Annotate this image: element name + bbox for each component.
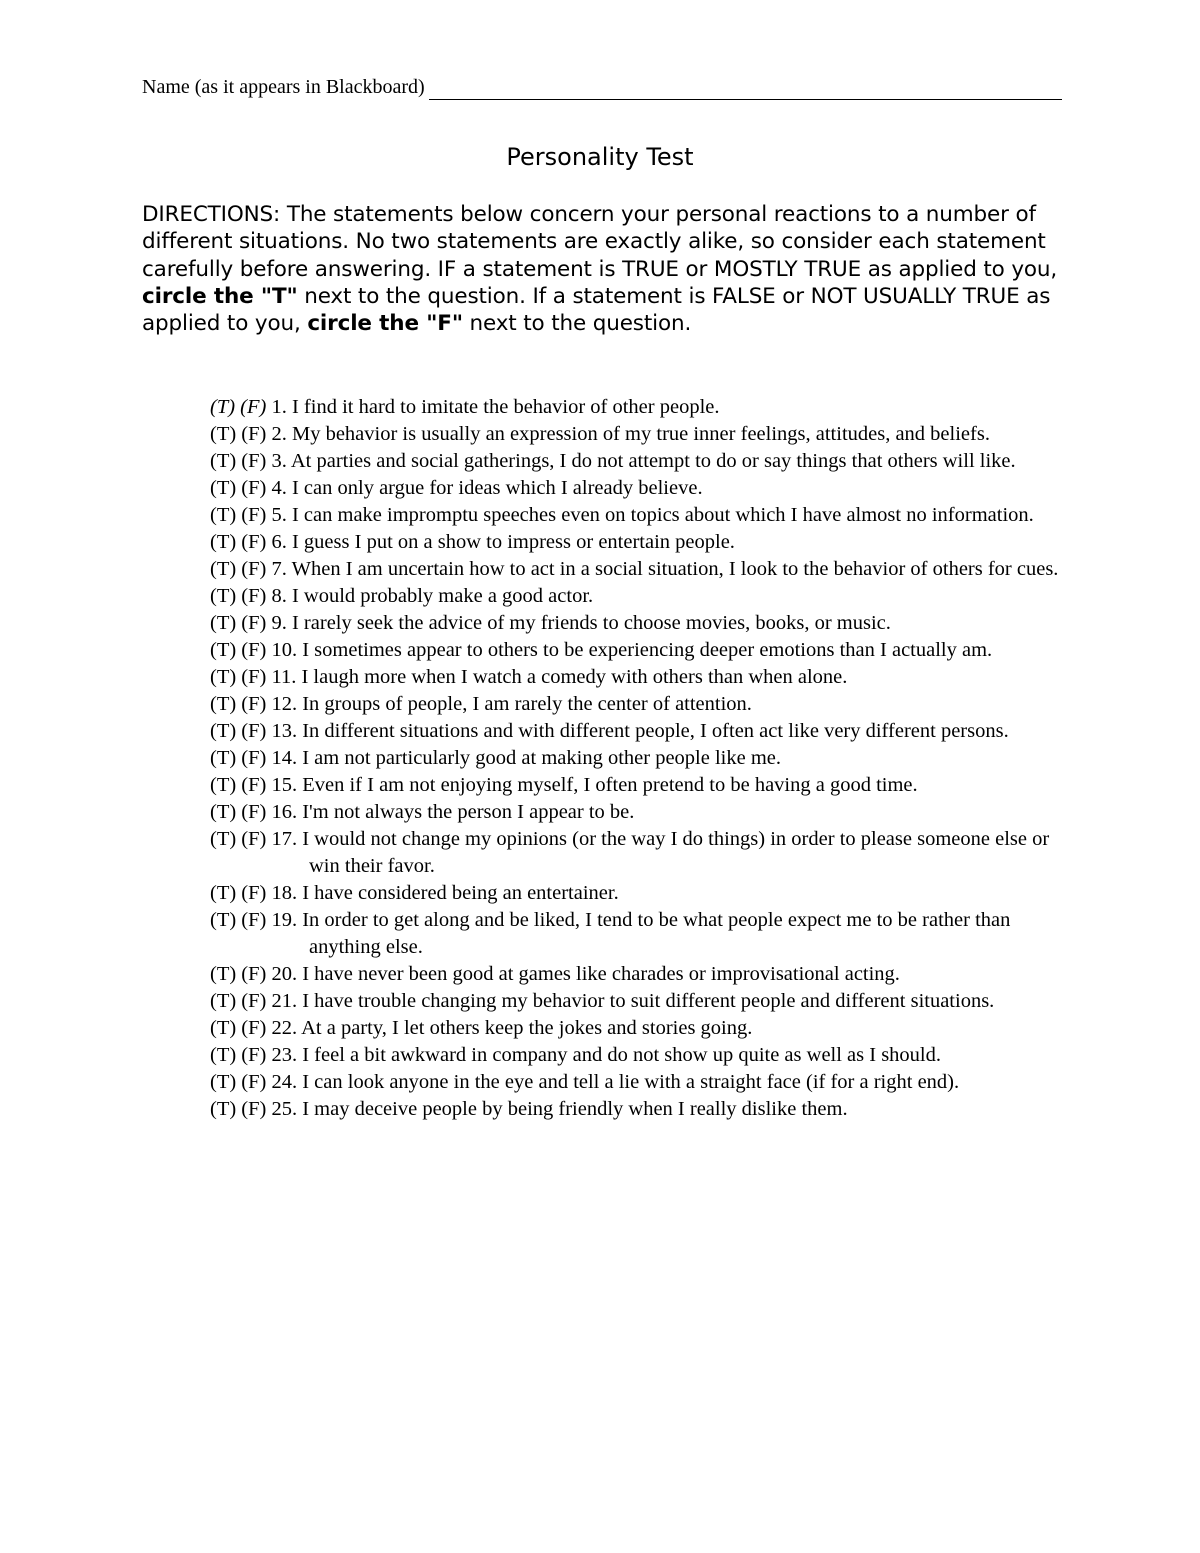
question-text: In different situations and with different people, I often act like very different persons. [302, 720, 1009, 742]
question-number: 3. [271, 450, 287, 472]
question-item [210, 637, 1080, 664]
question-item [210, 421, 1080, 448]
question-number: 10. [271, 639, 298, 661]
question-item [210, 907, 1080, 961]
directions-text-3: next to the question. [462, 311, 692, 337]
question-item [210, 1042, 1080, 1069]
question-text: I feel a bit awkward in company and do not show up quite as well as I should. [302, 1044, 942, 1066]
name-field [142, 74, 1062, 100]
question-text: At a party, I let others keep the jokes and stories going. [301, 1017, 753, 1039]
true-false-choices[interactable]: (T) (F) [210, 1098, 267, 1120]
question-item [210, 610, 1080, 637]
true-false-choices[interactable]: (T) (F) [210, 585, 267, 607]
question-number: 7. [271, 558, 287, 580]
question-text: I'm not always the person I appear to be. [302, 801, 635, 823]
question-number: 1. [271, 396, 287, 418]
question-text: I have never been good at games like charades or improvisational acting. [302, 963, 900, 985]
question-number: 19. [271, 909, 298, 931]
question-item [210, 826, 1080, 880]
question-item [210, 961, 1080, 988]
true-false-choices[interactable]: (T) (F) [210, 1044, 267, 1066]
true-false-choices[interactable]: (T) (F) [210, 909, 267, 931]
question-number: 25. [271, 1098, 298, 1120]
question-number: 23. [271, 1044, 298, 1066]
question-item [210, 691, 1080, 718]
directions-text-1: DIRECTIONS: The statements below concern your personal reactions to a number of different situations. No two statements are exactly alike, so consider each statement carefully before answering. IF a statement is TRUE or MOSTLY TRUE as applied to you, [142, 202, 1058, 282]
name-label: Name (as it appears in Blackboard) [142, 76, 425, 98]
question-text: Even if I am not enjoying myself, I often pretend to be having a good time. [302, 774, 918, 796]
question-text: My behavior is usually an expression of my true inner feelings, attitudes, and beliefs. [291, 423, 990, 445]
true-false-choices[interactable]: (T) (F) [210, 423, 267, 445]
question-number: 20. [271, 963, 298, 985]
question-text: I am not particularly good at making other people like me. [302, 747, 781, 769]
question-text: I have trouble changing my behavior to suit different people and different situations. [302, 990, 995, 1012]
true-false-choices[interactable]: (T) (F) [210, 666, 267, 688]
true-false-choices[interactable]: (T) (F) [210, 828, 267, 850]
question-number: 21. [271, 990, 298, 1012]
true-false-choices[interactable]: (T) (F) [210, 1071, 267, 1093]
directions-paragraph [142, 201, 1072, 337]
question-number: 11. [271, 666, 297, 688]
question-item [210, 745, 1080, 772]
true-false-choices[interactable]: (T) (F) [210, 990, 267, 1012]
question-item [210, 880, 1080, 907]
true-false-choices[interactable]: (T) (F) [210, 747, 267, 769]
question-text: In order to get along and be liked, I tend to be what people expect me to be rather than anything else. [302, 909, 1011, 958]
directions-emphasis-t: circle the "T" [142, 283, 298, 309]
question-text: I can look anyone in the eye and tell a lie with a straight face (if for a right end). [302, 1071, 960, 1093]
question-number: 6. [271, 531, 287, 553]
true-false-choices[interactable]: (T) (F) [210, 531, 267, 553]
true-false-choices[interactable]: (T) (F) [210, 801, 267, 823]
question-number: 9. [271, 612, 287, 634]
question-item [210, 1015, 1080, 1042]
question-text: I find it hard to imitate the behavior of other people. [291, 396, 720, 418]
question-item [210, 394, 1080, 421]
name-blank-line [429, 79, 1062, 100]
question-number: 16. [271, 801, 298, 823]
question-text: I would not change my opinions (or the way I do things) in order to please someone else or win their favor. [302, 828, 1050, 877]
question-text: When I am uncertain how to act in a social situation, I look to the behavior of others for cues. [291, 558, 1059, 580]
true-false-choices[interactable]: (T) (F) [210, 1017, 267, 1039]
question-text: I sometimes appear to others to be experiencing deeper emotions than I actually am. [302, 639, 993, 661]
question-number: 13. [271, 720, 298, 742]
question-number: 14. [271, 747, 298, 769]
question-text: I have considered being an entertainer. [302, 882, 619, 904]
question-item [210, 772, 1080, 799]
question-text: I can only argue for ideas which I already believe. [291, 477, 703, 499]
question-number: 17. [271, 828, 298, 850]
question-number: 4. [271, 477, 287, 499]
question-text: I guess I put on a show to impress or entertain people. [291, 531, 735, 553]
question-item [210, 1069, 1080, 1096]
question-item [210, 583, 1080, 610]
question-item [210, 475, 1080, 502]
true-false-choices[interactable]: (T) (F) [210, 504, 267, 526]
question-number: 2. [271, 423, 287, 445]
question-text: At parties and social gatherings, I do not attempt to do or say things that others will like. [290, 450, 1016, 472]
true-false-choices[interactable]: (T) (F) [210, 477, 267, 499]
question-text: In groups of people, I am rarely the center of attention. [302, 693, 752, 715]
true-false-choices[interactable]: (T) (F) [210, 612, 267, 634]
question-item [210, 448, 1080, 475]
question-list [210, 394, 1080, 1123]
question-item [210, 1096, 1080, 1123]
question-item [210, 556, 1080, 583]
true-false-choices[interactable]: (T) (F) [210, 882, 267, 904]
question-number: 18. [271, 882, 298, 904]
true-false-choices[interactable]: (T) (F) [210, 720, 267, 742]
question-number: 15. [271, 774, 298, 796]
question-number: 12. [271, 693, 298, 715]
true-false-choices[interactable]: (T) (F) [210, 450, 267, 472]
true-false-choices[interactable]: (T) (F) [210, 396, 267, 418]
question-text: I may deceive people by being friendly when I really dislike them. [302, 1098, 848, 1120]
question-item [210, 502, 1080, 529]
question-number: 24. [271, 1071, 298, 1093]
question-item [210, 799, 1080, 826]
question-number: 8. [271, 585, 287, 607]
question-text: I laugh more when I watch a comedy with others than when alone. [301, 666, 848, 688]
question-text: I rarely seek the advice of my friends to choose movies, books, or music. [291, 612, 891, 634]
true-false-choices[interactable]: (T) (F) [210, 558, 267, 580]
question-text: I can make impromptu speeches even on topics about which I have almost no information. [291, 504, 1034, 526]
true-false-choices[interactable]: (T) (F) [210, 639, 267, 661]
question-item [210, 718, 1080, 745]
question-number: 22. [271, 1017, 298, 1039]
directions-text-2: next to the question. If a statement is FALSE or NOT USUALLY TRUE as applied to you, [142, 283, 1051, 337]
question-item [210, 988, 1080, 1015]
page-title: Personality Test [506, 143, 694, 171]
true-false-choices[interactable]: (T) (F) [210, 774, 267, 796]
question-item [210, 529, 1080, 556]
directions-emphasis-f: circle the "F" [307, 311, 463, 337]
question-number: 5. [271, 504, 287, 526]
question-item [210, 664, 1080, 691]
true-false-choices[interactable]: (T) (F) [210, 693, 267, 715]
true-false-choices[interactable]: (T) (F) [210, 963, 267, 985]
question-text: I would probably make a good actor. [291, 585, 594, 607]
